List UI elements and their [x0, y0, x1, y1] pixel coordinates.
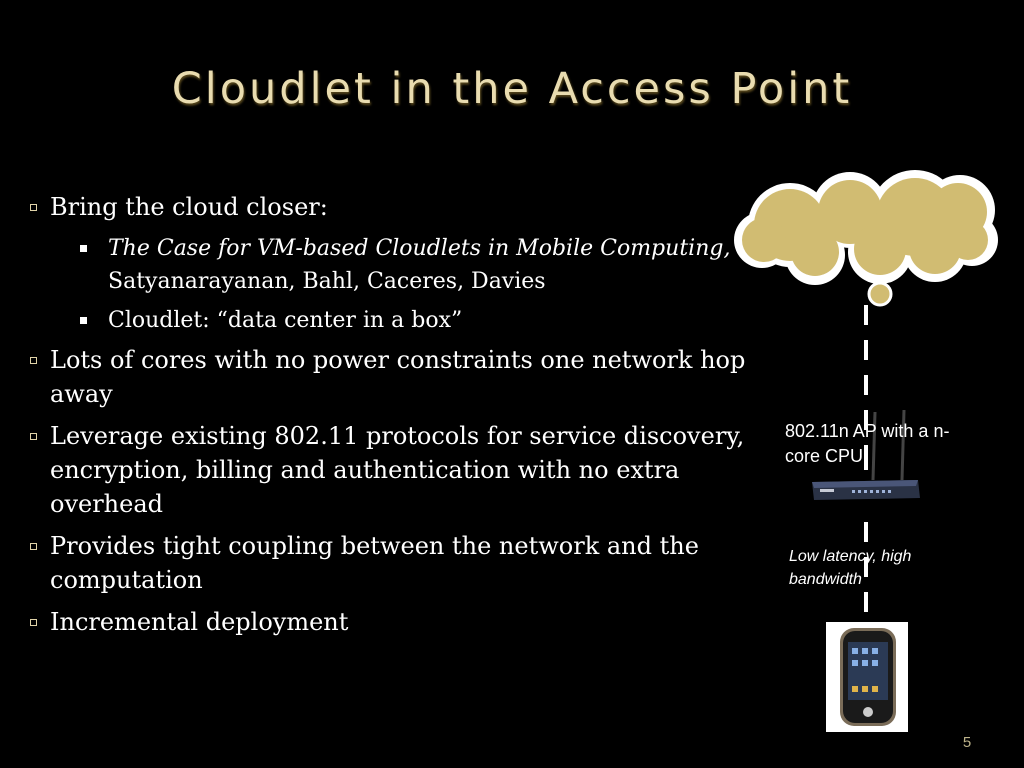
- sub-bullet-marker-icon: [80, 317, 87, 324]
- bullet-marker-icon: [30, 543, 37, 550]
- paper-authors: Satyanarayanan, Bahl, Caceres, Davies: [108, 269, 546, 294]
- bullet-item: [28, 419, 748, 521]
- bullet-text: Lots of cores with no power constraints one network hop away: [50, 346, 746, 408]
- bullet-item: [28, 343, 748, 411]
- link-label: Low latency, high bandwidth: [789, 548, 912, 588]
- bullet-text: Incremental deployment: [50, 608, 349, 636]
- paper-title: The Case for VM-based Cloudlets in Mobile Computing,: [108, 236, 731, 261]
- bullet-item: [28, 190, 748, 224]
- bullet-marker-icon: [30, 357, 37, 364]
- bullet-marker-icon: [30, 619, 37, 626]
- bullet-text: Bring the cloud closer:: [50, 193, 328, 221]
- access-point-label: 802.11n AP with a n-core CPU: [785, 421, 950, 466]
- bullet-list: [28, 190, 748, 647]
- page-number: 5: [962, 734, 972, 751]
- slide-title: Cloudlet in the Access Point: [171, 64, 853, 114]
- sub-bullet-text: Cloudlet: “data center in a box”: [108, 308, 463, 333]
- bullet-marker-icon: [30, 433, 37, 440]
- sub-bullet-item: [28, 232, 748, 298]
- sub-bullet-marker-icon: [80, 245, 87, 252]
- bullet-marker-icon: [30, 204, 37, 211]
- bullet-item: [28, 529, 748, 597]
- sub-bullet-item: [28, 304, 748, 337]
- bullet-item: [28, 605, 748, 639]
- smartphone-icon: [826, 622, 908, 732]
- bullet-text: Leverage existing 802.11 protocols for service discovery, encryption, billing and authentication with no extra overhead: [50, 422, 745, 518]
- bullet-text: Provides tight coupling between the network and the computation: [50, 532, 699, 594]
- cloud-icon: [734, 170, 998, 305]
